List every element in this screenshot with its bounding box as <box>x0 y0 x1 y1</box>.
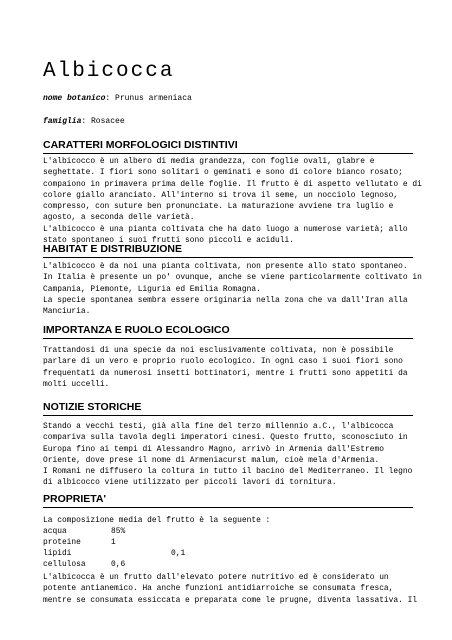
composition-table <box>43 526 185 570</box>
composition-intro <box>43 515 418 526</box>
section-heading-notizie: NOTIZIE STORICHE <box>43 401 142 413</box>
text-line: compariva sulla tavola degli imperatori cinesi. Questo frutto, sconosciuto in <box>43 433 408 443</box>
text-line: frequentati da numerosi insetti bottinatori, mentre i frutti sono appetiti da <box>43 368 408 378</box>
section-rule <box>43 415 413 416</box>
section-heading-importanza: IMPORTANZA E RUOLO ECOLOGICO <box>43 324 230 336</box>
section-heading-habitat: HABITAT E DISTRIBUZIONE <box>43 243 183 255</box>
text-line: stato spontaneo i suoi frutti sono piccoli e aciduli. <box>43 236 294 246</box>
text-line: colore giallo aranciato. All'interno si trova il seme, un nocciolo legnoso, <box>43 190 399 200</box>
section-rule <box>43 338 413 339</box>
section-heading-proprieta: PROPRIETA' <box>43 493 106 505</box>
section-body-importanza <box>43 345 418 390</box>
section-rule <box>43 153 413 154</box>
composition-name: lipidi <box>43 549 72 558</box>
family-value: : Rosacee <box>81 117 125 126</box>
text-line: potente antianemico. Ha anche funzioni antidiarroiche se consumata fresca, <box>43 584 394 594</box>
section-heading-caratteri: CARATTERI MORFOLOGICI DISTINTIVI <box>43 139 238 151</box>
botanical-name-value: : Prunus armeniaca <box>105 94 192 103</box>
composition-name: cellulosa <box>43 560 86 569</box>
text-line: compaiono in primavera prima delle foglie. Il frutto è di aspetto vellutato e di <box>43 179 422 189</box>
text-line: mentre se consumata essiccata e preparata come le prugne, diventa lassativa. Il <box>43 595 418 605</box>
text-line: Manciuria. <box>43 307 91 317</box>
composition-row <box>43 559 185 570</box>
text-line: compresso, con suture ben pronunciate. La maturazione avviene tra luglio e <box>43 202 394 212</box>
text-line: Campania, Piemonte, Liguria ed Emilia Romagna. <box>43 284 261 294</box>
text-line: La specie spontanea sembra essere originaria nella zona che va dall'Iran alla <box>43 295 408 305</box>
text-line: L'albicocca è un frutto dall'elevato potere nutritivo ed è considerato un <box>43 573 389 582</box>
botanical-name-label: nome botanico <box>43 94 106 103</box>
text-line: Europa fino ai tempi di Alessandro Magno, arrivò in Armenia dall'Estremo <box>43 444 384 454</box>
composition-value: 0,1 <box>171 549 186 558</box>
text-line: molti uccelli. <box>43 379 110 389</box>
text-line: agosto, a seconda delle varietà. <box>43 213 195 223</box>
text-line: L'albicocco è un albero di media grandezza, con foglie ovali, glabre e <box>43 157 375 166</box>
composition-name: acqua <box>43 527 67 536</box>
composition-value: 85% <box>111 527 126 536</box>
text-line: di albicocco viene utilizzato per piccoli lavori di tornitura. <box>43 478 337 488</box>
composition-value: 0,6 <box>111 560 126 569</box>
section-body-caratteri <box>43 156 422 246</box>
text-line: L'albicocco è da noi una pianta coltivata, non presente allo stato spontaneo. <box>43 262 408 271</box>
page-title: Albicocca <box>43 60 175 83</box>
text-line: seghettate. I fiori sono solitari o geminati e sono di colore bianco rosato; <box>43 168 403 178</box>
text-line: parlare di un vero e proprio ruolo ecologico. In ogni caso i suoi fiori sono <box>43 357 403 367</box>
composition-row <box>43 537 185 548</box>
botanical-name-line <box>43 94 192 103</box>
text-line: L'albicocco è una pianta coltivata che ha dato luogo a numerose varietà; allo <box>43 224 408 234</box>
section-rule <box>43 257 413 258</box>
section-body-habitat <box>43 261 422 317</box>
composition-row <box>43 548 185 559</box>
section-body-proprieta <box>43 572 418 606</box>
text-line: Stando a vecchi testi, già alla fine del terzo millennio a.C., l'albicocca <box>43 422 394 431</box>
text-line: Oriente, dove prese il nome di Armeniacurst malum, cioè mela d'Armenia. <box>43 455 380 465</box>
text-line: I Romani ne diffusero la coltura in tutto il bacino del Mediterraneo. Il legno <box>43 467 413 477</box>
composition-row <box>43 526 185 537</box>
text-line: La composizione media del frutto è la seguente : <box>43 516 271 525</box>
composition-value: 1 <box>111 538 116 547</box>
family-line <box>43 117 125 126</box>
text-line: Trattandosi di una specie da noi esclusivamente coltivata, non è possibile <box>43 346 394 355</box>
family-label: famiglia <box>43 117 82 126</box>
section-body-notizie <box>43 421 418 489</box>
text-line: In Italia è presente un po' ovunque, anche se viene particolarmente coltivato in <box>43 273 422 283</box>
composition-name: proteine <box>43 538 81 547</box>
section-rule <box>43 507 413 508</box>
